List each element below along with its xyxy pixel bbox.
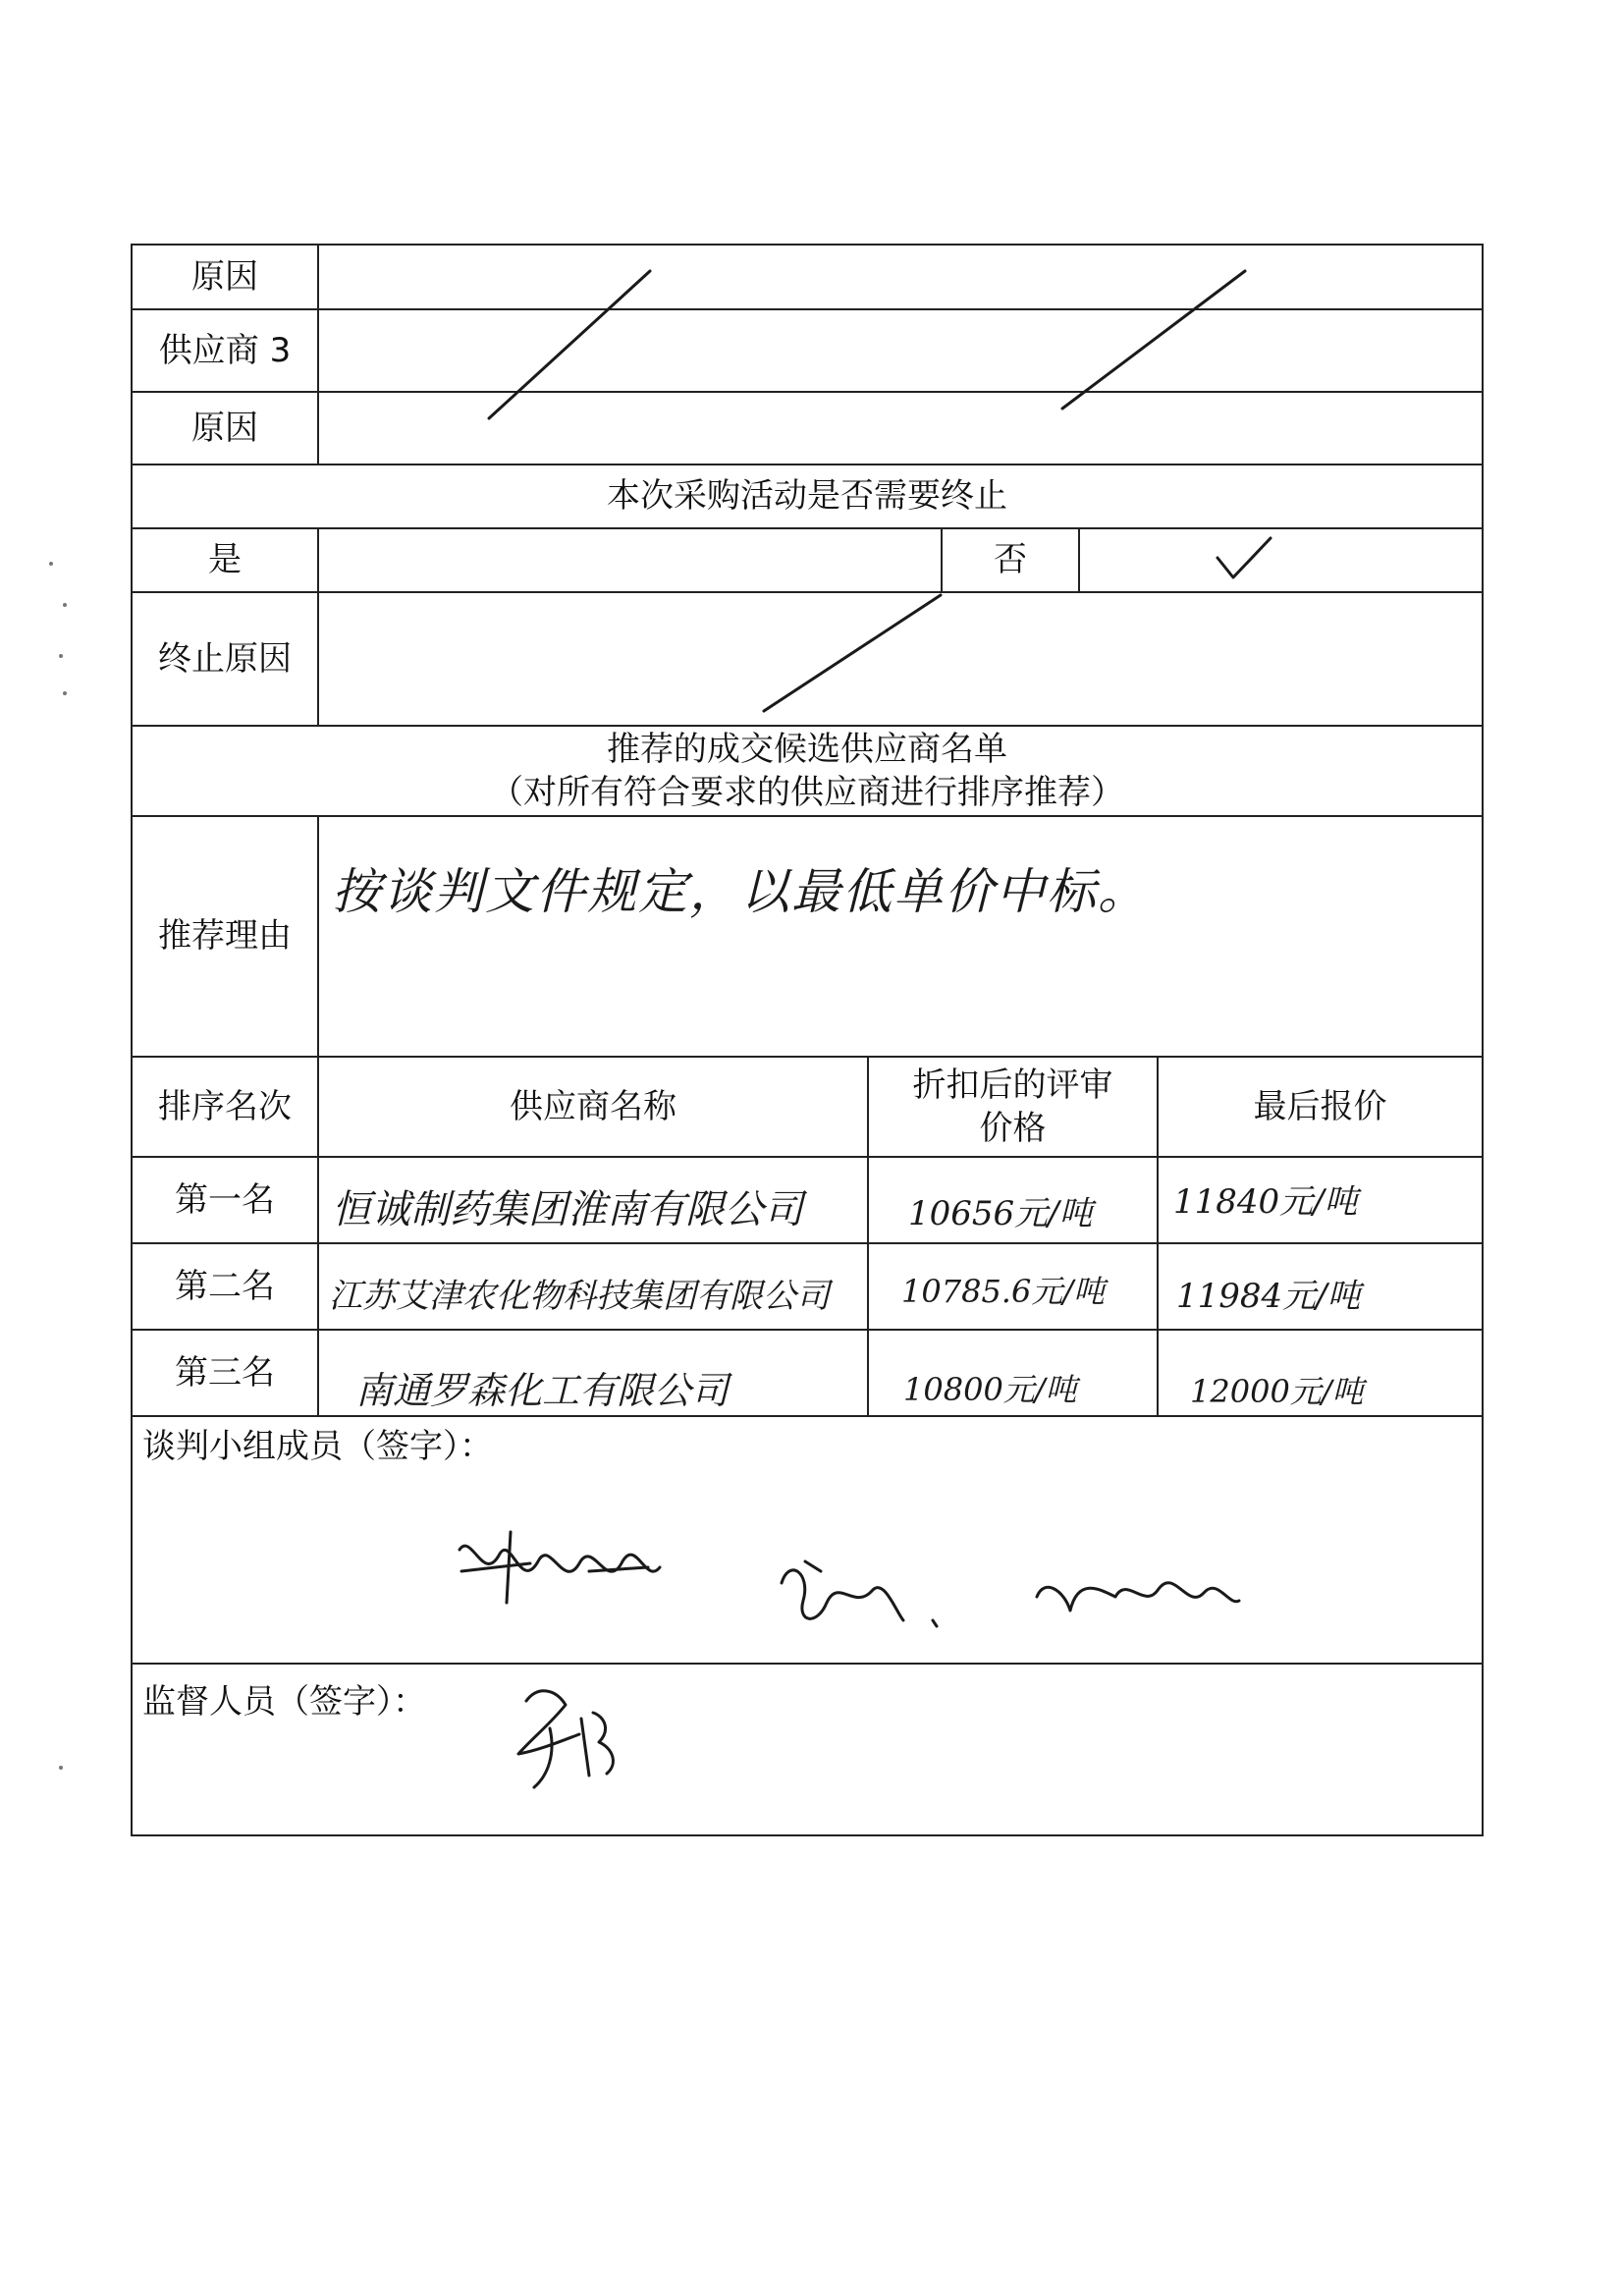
supervisor-signature-label: 监督人员（签字）： [142, 1681, 426, 1722]
discount-price-header-line2: 价格 [979, 1109, 1047, 1148]
recommend-reason-label: 推荐理由 [158, 916, 292, 957]
discount-price-cell: 10800元/吨 [903, 1371, 1077, 1408]
rank-cell: 第一名 [175, 1179, 275, 1220]
supplier-3-label: 供应商 3 [158, 330, 292, 370]
rank-header: 排序名次 [158, 1086, 292, 1126]
recommend-reason-text: 按谈判文件规定，以最低单价中标。 [332, 863, 1149, 920]
discount-price-header-line1: 折扣后的评审 [912, 1065, 1113, 1105]
reason-label: 原因 [191, 256, 258, 297]
scan-speck [63, 603, 67, 607]
rule [131, 591, 1484, 593]
reason-label: 原因 [191, 408, 258, 448]
discount-price-cell: 10656元/吨 [908, 1194, 1093, 1233]
supplier-header: 供应商名称 [510, 1086, 676, 1126]
final-quote-cell: 11840元/吨 [1173, 1182, 1358, 1222]
rule [317, 244, 319, 465]
rule [131, 527, 1484, 529]
recommend-title-line1: 推荐的成交候选供应商名单 [607, 729, 1007, 769]
discount-price-cell: 10785.6元/吨 [901, 1273, 1106, 1310]
final-quote-cell: 11984元/吨 [1176, 1277, 1361, 1316]
rank-cell: 第二名 [175, 1266, 275, 1306]
rule [131, 1329, 1484, 1331]
rule [131, 1156, 1484, 1158]
supplier-cell: 南通罗森化工有限公司 [355, 1369, 730, 1412]
rule [131, 815, 1484, 817]
scan-speck [59, 654, 63, 658]
panel-signature-label: 谈判小组成员（签字）： [142, 1426, 493, 1466]
recommend-title [133, 727, 1482, 815]
discount-price-header [869, 1058, 1157, 1156]
rank-cell: 第三名 [175, 1352, 275, 1393]
rule [131, 1242, 1484, 1244]
yes-label: 是 [208, 540, 242, 580]
scan-speck [63, 691, 67, 695]
supplier-cell: 恒诚制药集团淮南有限公司 [332, 1187, 803, 1232]
rule [1078, 527, 1080, 591]
rule [131, 308, 1484, 310]
rule [131, 391, 1484, 393]
scan-speck [49, 562, 53, 566]
recommend-title-line2: （对所有符合要求的供应商进行排序推荐） [490, 773, 1124, 812]
final-quote-header: 最后报价 [1253, 1086, 1387, 1126]
terminate-question: 本次采购活动是否需要终止 [607, 476, 1007, 517]
scan-speck [59, 1766, 63, 1770]
supplier-cell: 江苏艾津农化物科技集团有限公司 [329, 1277, 830, 1316]
no-label: 否 [994, 540, 1027, 580]
rule [317, 527, 319, 725]
final-quote-cell: 12000元/吨 [1190, 1373, 1364, 1410]
rule [131, 1663, 1484, 1665]
terminate-reason-label: 终止原因 [158, 638, 292, 679]
